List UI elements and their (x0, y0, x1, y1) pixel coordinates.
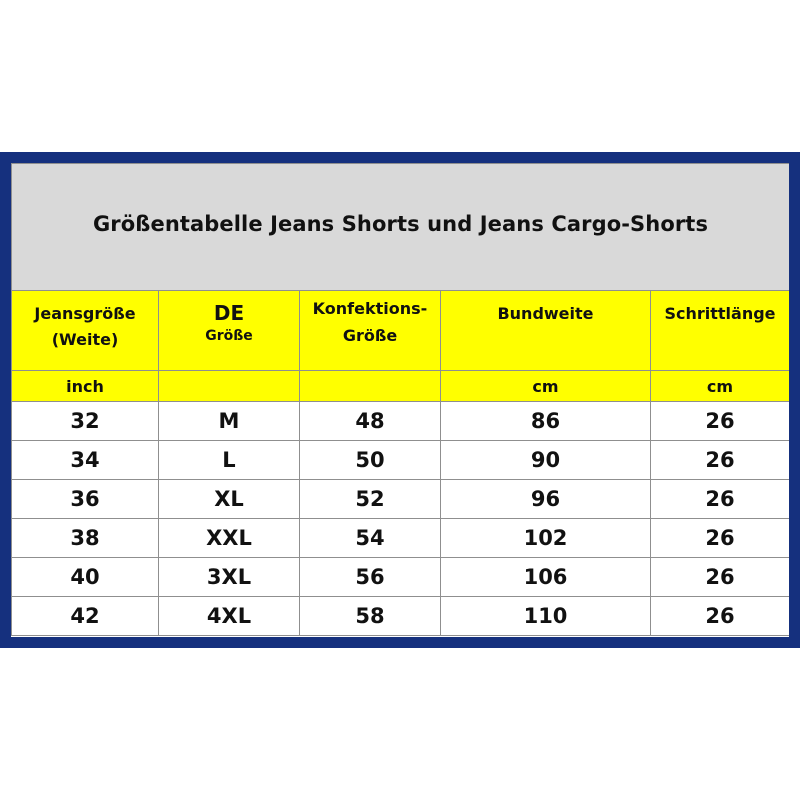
size-chart-table (11, 163, 789, 636)
table-row (12, 558, 790, 597)
table-row (12, 597, 790, 636)
cell-de-size: XXL (159, 519, 300, 558)
cell-de-size: XL (159, 480, 300, 519)
header-de-line1: DE (213, 301, 245, 325)
title-row (12, 164, 790, 291)
header-bund-label: Bundweite (497, 304, 594, 323)
cell-jeans-size: 32 (12, 402, 159, 441)
cell-de-size: 3XL (159, 558, 300, 597)
cell-de-size: M (159, 402, 300, 441)
cell-jeans-size: 42 (12, 597, 159, 636)
cell-bundweite: 110 (441, 597, 651, 636)
cell-jeans-size: 40 (12, 558, 159, 597)
header-konfektion (300, 291, 441, 371)
size-chart-sheet (11, 163, 789, 637)
header-jeans-size (12, 291, 159, 371)
unit-cell: inch (12, 371, 159, 402)
cell-konfektion: 54 (300, 519, 441, 558)
cell-konfektion: 56 (300, 558, 441, 597)
cell-schrittlaenge: 26 (651, 558, 790, 597)
header-jeans-line1: Jeansgröße (34, 304, 136, 323)
cell-jeans-size: 34 (12, 441, 159, 480)
unit-cell (300, 371, 441, 402)
cell-bundweite: 96 (441, 480, 651, 519)
cell-schrittlaenge: 26 (651, 480, 790, 519)
unit-cell: cm (441, 371, 651, 402)
table-row (12, 480, 790, 519)
cell-konfektion: 48 (300, 402, 441, 441)
cell-bundweite: 102 (441, 519, 651, 558)
header-konf-line2: Größe (342, 326, 398, 345)
cell-jeans-size: 36 (12, 480, 159, 519)
cell-schrittlaenge: 26 (651, 519, 790, 558)
header-row (12, 291, 790, 371)
cell-bundweite: 90 (441, 441, 651, 480)
unit-cell: cm (651, 371, 790, 402)
table-row (12, 441, 790, 480)
unit-cell (159, 371, 300, 402)
header-konf-line1: Konfektions- (312, 299, 428, 318)
header-jeans-line2: (Weite) (51, 330, 119, 349)
table-frame (0, 152, 800, 648)
cell-schrittlaenge: 26 (651, 597, 790, 636)
cell-bundweite: 106 (441, 558, 651, 597)
header-bundweite (441, 291, 651, 371)
table-row (12, 402, 790, 441)
header-schritt-label: Schrittlänge (664, 304, 776, 323)
cell-konfektion: 52 (300, 480, 441, 519)
table-title: Größentabelle Jeans Shorts und Jeans Cargo-Shorts (12, 164, 790, 291)
cell-schrittlaenge: 26 (651, 441, 790, 480)
cell-de-size: 4XL (159, 597, 300, 636)
header-schrittlaenge (651, 291, 790, 371)
cell-konfektion: 50 (300, 441, 441, 480)
cell-de-size: L (159, 441, 300, 480)
header-de-size (159, 291, 300, 371)
unit-row (12, 371, 790, 402)
cell-schrittlaenge: 26 (651, 402, 790, 441)
table-row (12, 519, 790, 558)
cell-bundweite: 86 (441, 402, 651, 441)
cell-konfektion: 58 (300, 597, 441, 636)
cell-jeans-size: 38 (12, 519, 159, 558)
header-de-line2: Größe (205, 328, 253, 344)
